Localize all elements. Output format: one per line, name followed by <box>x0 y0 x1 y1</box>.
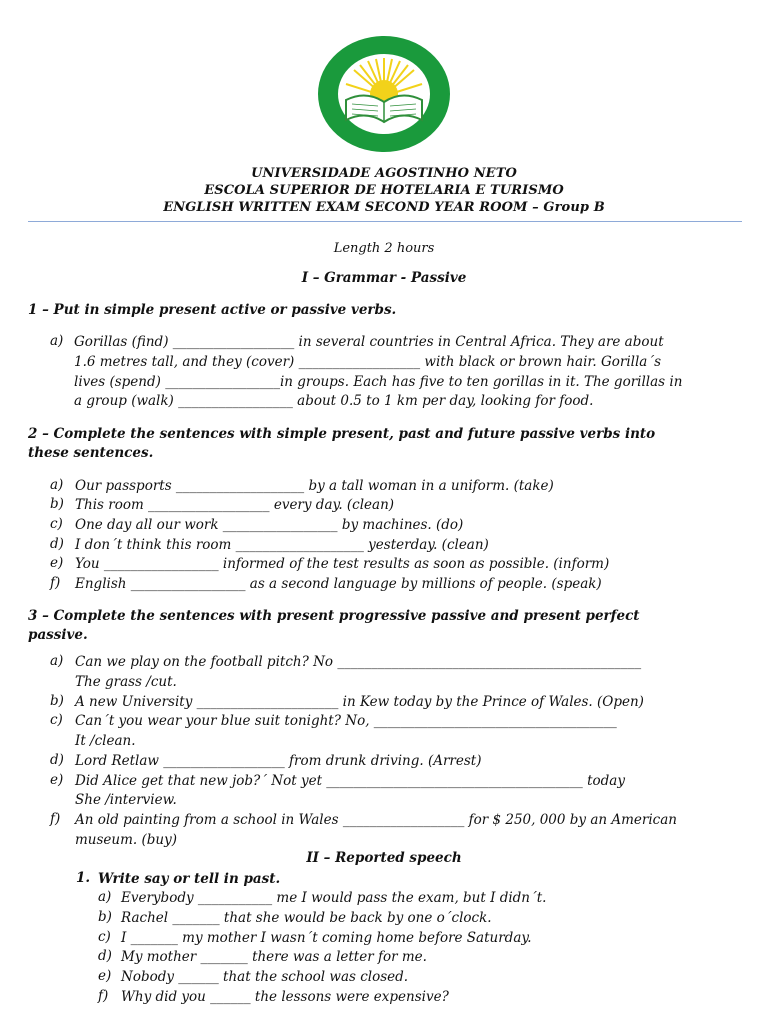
item-label: a) <box>98 889 112 905</box>
question-3-item-hint: museum. (buy) <box>75 832 177 848</box>
question-3-item: Can´t you wear your blue suit tonight? No, ____________________________________ <box>75 713 617 729</box>
item-label: f) <box>50 575 61 591</box>
question-1-title: 1 – Put in simple present active or passive verbs. <box>28 302 397 318</box>
question-3-item: Did Alice get that new job?´ Not yet ______________________________________ today <box>75 773 625 789</box>
item-label: c) <box>98 929 111 945</box>
item-label: a) <box>50 653 64 669</box>
question-4-item: My mother _______ there was a letter for me. <box>121 949 427 965</box>
question-1-label: a) <box>50 333 64 349</box>
paragraph-line: Gorillas (find) __________________ in several countries in Central Africa. They are about <box>74 334 664 350</box>
item-label: b) <box>50 693 64 709</box>
university-seal-logo <box>316 34 452 154</box>
question-2-item: You _________________ informed of the test results as soon as possible. (inform) <box>75 556 610 572</box>
item-label: b) <box>98 909 112 925</box>
section-reported-speech-title: II – Reported speech <box>306 850 462 866</box>
exam-length: Length 2 hours <box>333 241 435 256</box>
item-label: b) <box>50 496 64 512</box>
item-label: e) <box>50 555 64 571</box>
question-2-item: Our passports ___________________ by a tall woman in a uniform. (take) <box>75 478 554 494</box>
question-2-title <box>28 425 748 463</box>
item-label: f) <box>98 988 109 1004</box>
question-3-title-line: passive. <box>28 627 88 643</box>
question-4-number: 1. <box>76 870 91 886</box>
question-3-title-line: 3 – Complete the sentences with present progressive passive and present perfect <box>28 608 640 624</box>
question-3-item: Can we play on the football pitch? No _____________________________________________ <box>75 654 642 670</box>
header-school: ESCOLA SUPERIOR DE HOTELARIA E TURISMO <box>204 183 564 198</box>
question-2-item: English _________________ as a second language by millions of people. (speak) <box>75 576 602 592</box>
header-university: UNIVERSIDADE AGOSTINHO NETO <box>251 166 517 181</box>
item-label: d) <box>98 948 112 964</box>
question-3-title <box>28 607 748 645</box>
question-4-title: Write say or tell in past. <box>98 871 281 887</box>
question-2-item: This room __________________ every day. (clean) <box>75 497 395 513</box>
question-1-paragraph <box>74 333 750 412</box>
section-grammar-title: I – Grammar - Passive <box>301 270 467 286</box>
item-label: a) <box>50 477 64 493</box>
item-label: d) <box>50 536 64 552</box>
question-4-item: Rachel _______ that she would be back by one o´clock. <box>121 910 492 926</box>
question-4-item: I _______ my mother I wasn´t coming home before Saturday. <box>121 930 532 946</box>
paragraph-line: a group (walk) _________________ about 0.5 to 1 km per day, looking for food. <box>74 393 594 410</box>
item-label: c) <box>50 712 63 728</box>
question-3-item: Lord Retlaw __________________ from drunk driving. (Arrest) <box>75 753 482 769</box>
question-4-item: Everybody ___________ me I would pass the exam, but I didn´t. <box>121 890 547 906</box>
item-label: e) <box>50 772 64 788</box>
item-label: e) <box>98 968 112 984</box>
paragraph-line: lives (spend) _________________in groups. Each has five to ten gorillas in it. The gorillas in <box>74 373 683 390</box>
question-2-title-line: these sentences. <box>28 445 154 461</box>
question-4-item: Nobody ______ that the school was closed. <box>121 969 409 985</box>
question-3-item: An old painting from a school in Wales __________________ for $ 250, 000 by an American <box>75 812 677 828</box>
question-4-item: Why did you ______ the lessons were expensive? <box>121 989 449 1005</box>
question-3-item-hint: She /interview. <box>75 792 177 808</box>
question-3-item-hint: It /clean. <box>75 733 136 749</box>
question-3-item-hint: The grass /cut. <box>75 674 177 690</box>
question-3-item: A new University _____________________ in Kew today by the Prince of Wales. (Open) <box>75 694 644 710</box>
item-label: f) <box>50 811 61 827</box>
item-label: c) <box>50 516 63 532</box>
question-2-item: One day all our work _________________ by machines. (do) <box>75 517 464 533</box>
item-label: d) <box>50 752 64 768</box>
question-2-item: I don´t think this room ___________________ yesterday. (clean) <box>75 537 489 553</box>
header-divider <box>28 221 742 222</box>
header-exam-title: ENGLISH WRITTEN EXAM SECOND YEAR ROOM – Group B <box>163 200 605 215</box>
paragraph-line: 1.6 metres tall, and they (cover) __________________ with black or brown hair. Gorilla´s <box>74 353 662 370</box>
question-2-title-line: 2 – Complete the sentences with simple present, past and future passive verbs into <box>28 426 656 442</box>
